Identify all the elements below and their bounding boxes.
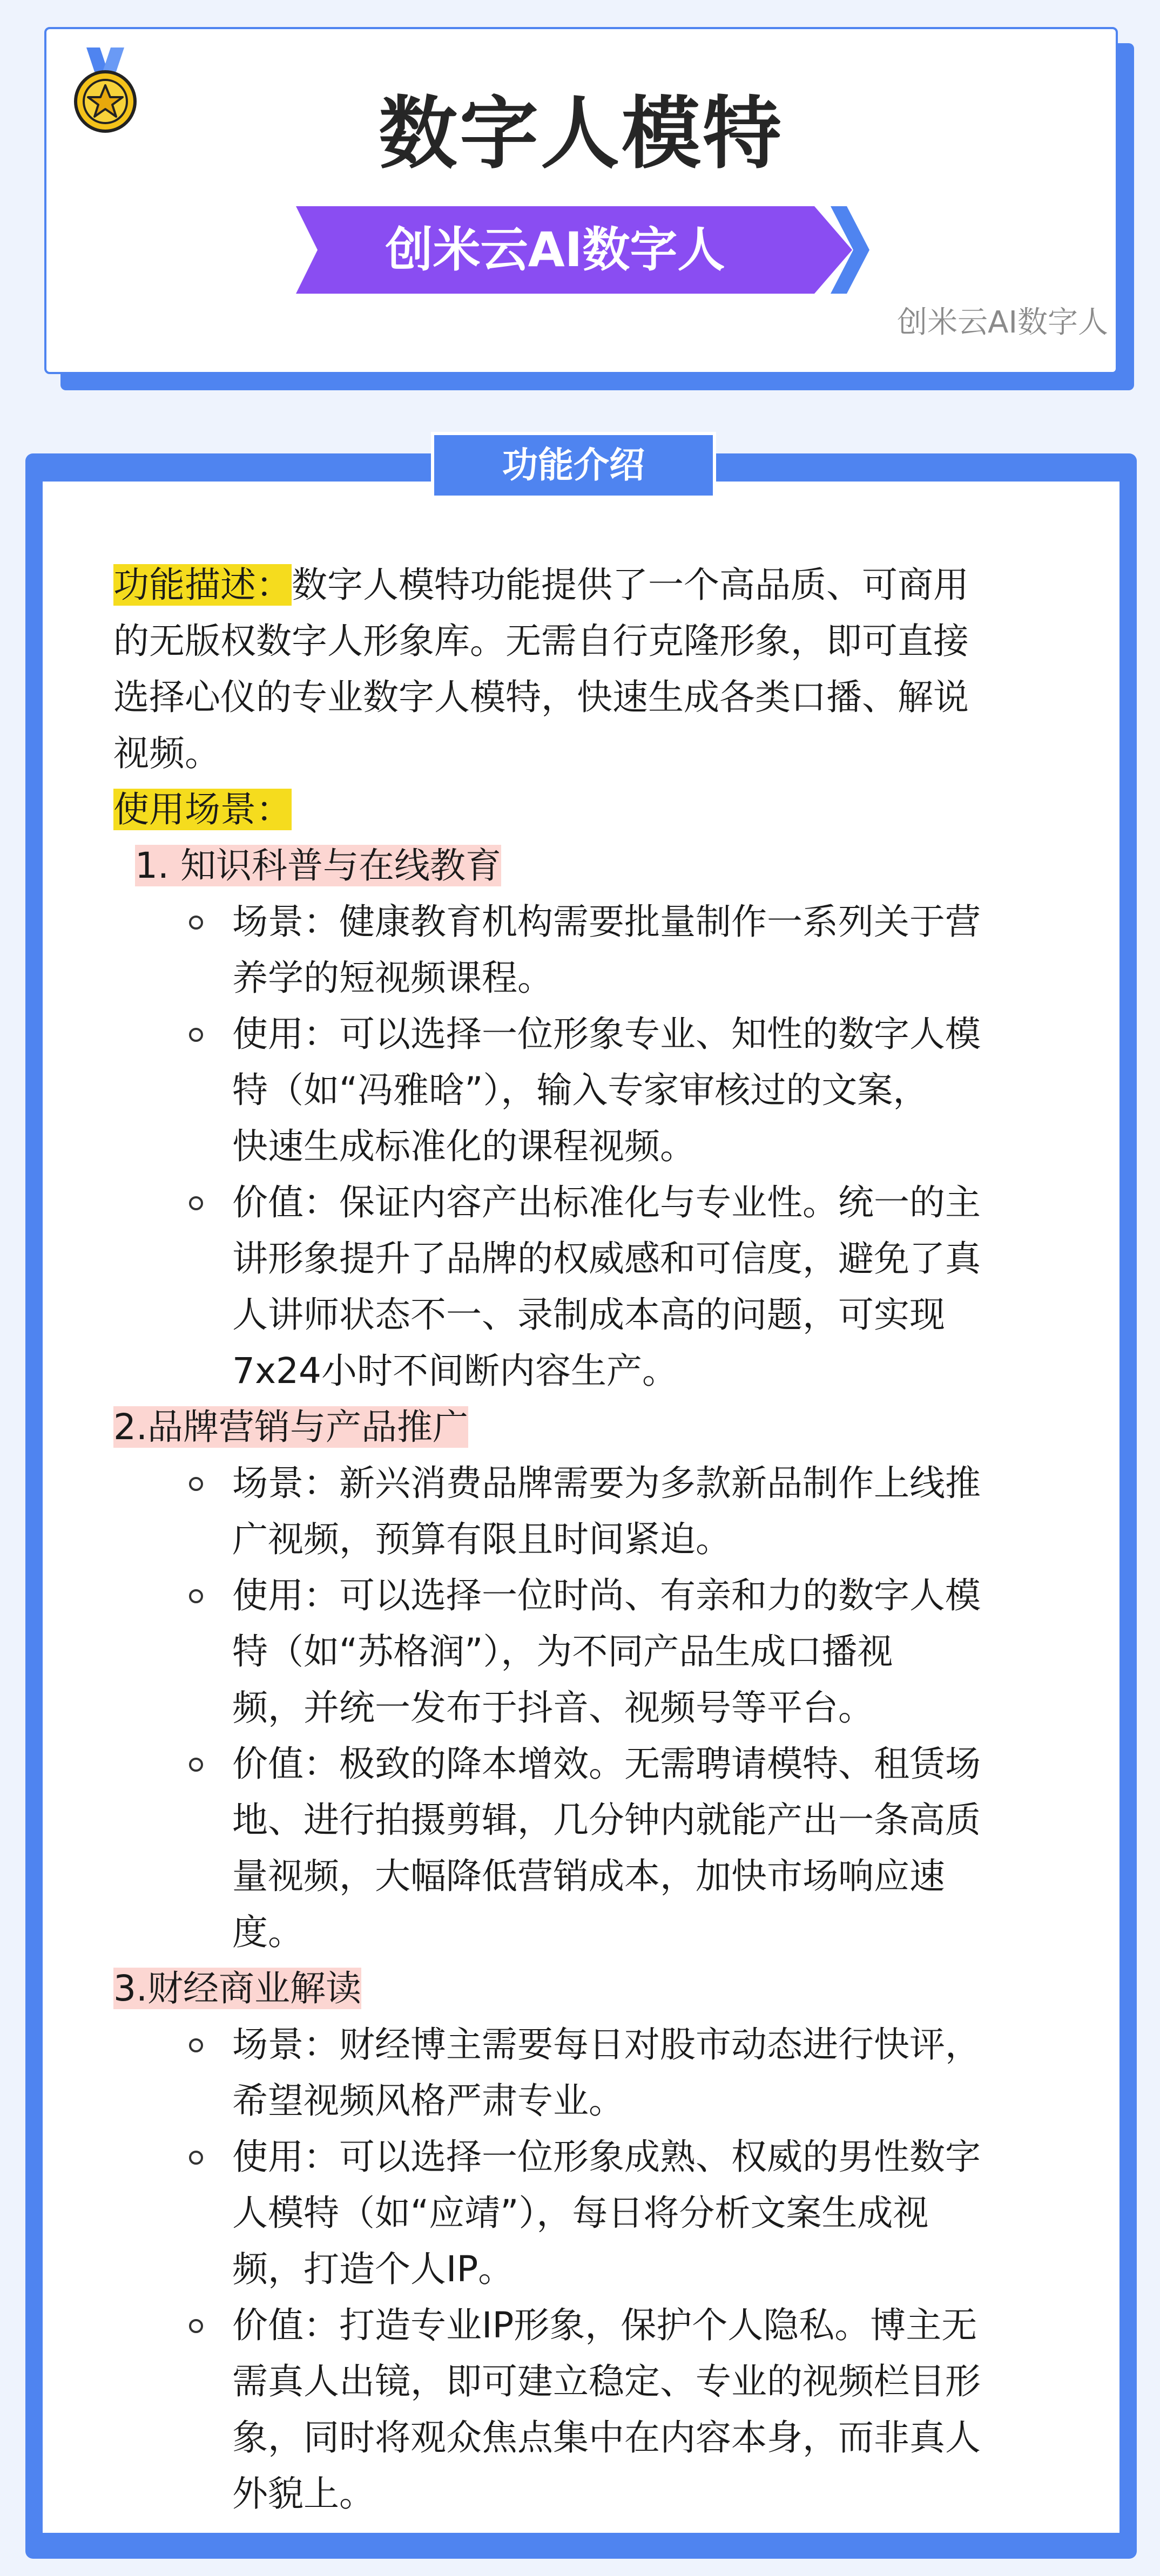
bullet-line: 7x24小时不间断内容生产。 [232, 1350, 678, 1392]
bullet-line: 价值：打造专业IP形象，保护个人隐私。博主无 [232, 2304, 977, 2346]
description-line: 数字人模特功能提供了一个高品质、可商用 [292, 564, 969, 606]
bullet-line: 场景：财经博主需要每日对股市动态进行快评， [232, 2024, 981, 2065]
bullet-line: 价值：保证内容产出标准化与专业性。统一的主 [232, 1182, 981, 1223]
description-label: 功能描述： [113, 564, 292, 606]
bullet-circle-icon [189, 2319, 203, 2333]
bullet-circle-icon [189, 1758, 203, 1772]
bullet-circle-icon [189, 1477, 203, 1491]
bullet-line: 广视频，预算有限且时间紧迫。 [232, 1519, 731, 1560]
scenario-bullet [232, 2017, 1048, 2129]
scenario-section [113, 1399, 1048, 1961]
scenario-bullet [232, 1006, 1048, 1175]
content [113, 557, 1048, 2522]
bullet-line: 人讲师状态不一、录制成本高的问题，可实现 [232, 1294, 945, 1336]
scenario-bullet [232, 1175, 1048, 1399]
scenario-bullet [232, 1736, 1048, 1961]
bullet-line: 人模特（如“应靖”），每日将分析文案生成视 [232, 2192, 929, 2234]
scenario-bullet [232, 1568, 1048, 1736]
bullet-line: 象，同时将观众焦点集中在内容本身，而非真人 [232, 2417, 981, 2458]
scenario-bullet [232, 2297, 1048, 2522]
bullet-line: 养学的短视频课程。 [232, 957, 553, 999]
bullet-circle-icon [189, 2038, 203, 2052]
bullet-circle-icon [189, 1028, 203, 1042]
scenario-bullet [232, 1455, 1048, 1568]
bullet-line: 价值：极致的降本增效。无需聘请模特、租赁场 [232, 1743, 981, 1785]
bullet-line: 地、进行拍摄剪辑，几分钟内就能产出一条高质 [232, 1799, 981, 1841]
ribbon-label: 创米云AI数字人 [385, 222, 725, 277]
scenario-bullet [232, 2129, 1048, 2297]
bullet-line: 特（如“冯雅晗”），输入专家审核过的文案， [232, 1069, 929, 1111]
bullet-line: 场景：健康教育机构需要批量制作一系列关于营 [232, 901, 981, 943]
bullet-line: 使用：可以选择一位时尚、有亲和力的数字人模 [232, 1575, 981, 1616]
scenario-title: 1. 知识科普与在线教育 [135, 845, 501, 886]
description-paragraph [113, 557, 1048, 782]
bullet-circle-icon [189, 1589, 203, 1603]
description-line: 的无版权数字人形象库。无需自行克隆形象，即可直接 [113, 620, 969, 662]
scenario-bullet [232, 894, 1048, 1006]
bullet-line: 频，打造个人IP。 [232, 2248, 514, 2290]
bullet-line: 需真人出镜，即可建立稳定、专业的视频栏目形 [232, 2361, 981, 2402]
bullet-line: 希望视频风格严肃专业。 [232, 2080, 624, 2121]
bullet-line: 使用：可以选择一位形象专业、知性的数字人模 [232, 1013, 981, 1055]
bullet-line: 量视频，大幅降低营销成本，加快市场响应速 [232, 1855, 945, 1897]
description-line: 选择心仪的专业数字人模特，快速生成各类口播、解说 [113, 676, 969, 718]
bullet-line: 讲形象提升了品牌的权威感和可信度，避免了真 [232, 1238, 981, 1279]
scenario-section [113, 1961, 1048, 2522]
scenario-title: 3.财经商业解读 [113, 1968, 361, 2009]
bullet-circle-icon [189, 1196, 203, 1210]
bullet-circle-icon [189, 916, 203, 930]
bullet-line: 频，并统一发布于抖音、视频号等平台。 [232, 1687, 874, 1728]
bullet-line: 快速生成标准化的课程视频。 [232, 1126, 696, 1167]
section-tab: 功能介绍 [431, 432, 716, 499]
scenario-title: 2.品牌营销与产品推广 [113, 1406, 468, 1448]
description-line: 视频。 [113, 733, 220, 774]
bullet-circle-icon [189, 2151, 203, 2165]
bullet-line: 使用：可以选择一位形象成熟、权威的男性数字 [232, 2136, 981, 2178]
source-label: 创米云AI数字人 [897, 305, 1108, 340]
bullet-line: 度。 [232, 1911, 304, 1953]
bullet-line: 特（如“苏格润”），为不同产品生成口播视 [232, 1631, 893, 1672]
bullet-line: 外貌上。 [232, 2473, 375, 2514]
bullet-line: 场景：新兴消费品牌需要为多款新品制作上线推 [232, 1462, 981, 1504]
usage-label: 使用场景： [113, 789, 292, 830]
page-title: 数字人模特 [379, 88, 784, 180]
scenario-section [113, 838, 1048, 1399]
